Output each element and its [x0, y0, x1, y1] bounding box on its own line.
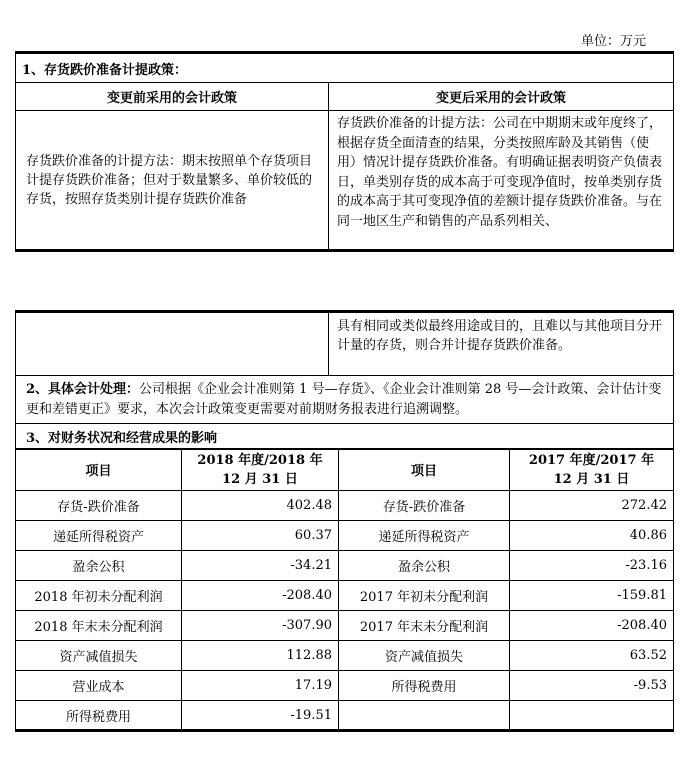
cell-item-2017: 所得税费用 — [339, 671, 510, 701]
cell-value-2018: 60.37 — [182, 521, 339, 551]
unit-label: 单位：万元 — [580, 34, 646, 49]
cell-value-2018: -34.21 — [182, 551, 339, 581]
section2-text: 公司根据《企业会计准则第 1 号—存货》、《企业会计准则第 28 号—会计政策、会计估计变更和差错更正》要求，本次会计政策变更需要对前期财务报表进行追溯调整。 — [26, 381, 662, 417]
impact-table — [15, 448, 674, 732]
table-row — [16, 671, 674, 701]
policy-table — [15, 51, 674, 252]
cell-item-2018: 盈余公积 — [16, 551, 182, 581]
table-row — [16, 551, 674, 581]
cell-item-2018: 所得税费用 — [16, 701, 182, 731]
cell-value-2017: -159.81 — [510, 581, 674, 611]
header-value-2018: 2018 年度/2018 年 12 月 31 日 — [182, 449, 339, 491]
cell-item-2017: 存货-跌价准备 — [339, 491, 510, 521]
cell-value-2017: 40.86 — [510, 521, 674, 551]
cell-item-2017: 盈余公积 — [339, 551, 510, 581]
cell-value-2017: -208.40 — [510, 611, 674, 641]
col-after-header: 变更后采用的会计政策 — [329, 83, 674, 111]
table-row — [16, 581, 674, 611]
cell-item-2018: 营业成本 — [16, 671, 182, 701]
section3-title: 3、对财务状况和经营成果的影响 — [16, 424, 674, 450]
cell-value-2018: -307.90 — [182, 611, 339, 641]
col-before-header: 变更前采用的会计政策 — [16, 83, 329, 111]
section2-block — [16, 376, 674, 424]
cell-item-2018: 递延所得税资产 — [16, 521, 182, 551]
after-policy-text-part1: 存货跌价准备的计提方法：公司在中期期末或年度终了，根据存货全面清查的结果，分类按照库龄及其销售（使用）情况计提存货跌价准备。有明确证据表明资产负债表日，单类别存货的成本高于可变现净值时，按单类别存货的成本高于其可变现净值的差额计提存货跌价准备。与在同一地区生产和销售的产品系列相关、 — [329, 111, 674, 251]
table-row — [16, 701, 674, 731]
cell-value-2018: -19.51 — [182, 701, 339, 731]
cell-item-2018: 资产减值损失 — [16, 641, 182, 671]
cell-item-2017: 2017 年末未分配利润 — [339, 611, 510, 641]
header-item-2018: 项目 — [16, 449, 182, 491]
table-row — [16, 641, 674, 671]
after-policy-text-part2: 具有相同或类似最终用途或目的，且难以与其他项目分开计量的存货，则合并计提存货跌价准备。 — [329, 312, 674, 376]
before-policy-empty — [16, 312, 329, 376]
cell-item-2018: 存货-跌价准备 — [16, 491, 182, 521]
cell-value-2017: 272.42 — [510, 491, 674, 521]
cell-value-2017: -23.16 — [510, 551, 674, 581]
cell-value-2017 — [510, 701, 674, 731]
section1-title: 1、存货跌价准备计提政策： — [16, 53, 674, 83]
cell-item-2017 — [339, 701, 510, 731]
table-row — [16, 521, 674, 551]
cell-value-2018: 402.48 — [182, 491, 339, 521]
cell-item-2018: 2018 年末未分配利润 — [16, 611, 182, 641]
cell-item-2017: 2017 年初未分配利润 — [339, 581, 510, 611]
cell-item-2017: 递延所得税资产 — [339, 521, 510, 551]
header-value-2017: 2017 年度/2017 年 12 月 31 日 — [510, 449, 674, 491]
header-item-2017: 项目 — [339, 449, 510, 491]
cell-value-2018: 112.88 — [182, 641, 339, 671]
cell-item-2017: 资产减值损失 — [339, 641, 510, 671]
cell-value-2018: -208.40 — [182, 581, 339, 611]
policy-table-continued — [15, 310, 674, 450]
cell-value-2018: 17.19 — [182, 671, 339, 701]
cell-value-2017: 63.52 — [510, 641, 674, 671]
table-row — [16, 611, 674, 641]
cell-value-2017: -9.53 — [510, 671, 674, 701]
before-policy-text: 存货跌价准备的计提方法：期末按照单个存货项目计提存货跌价准备；但对于数量繁多、单价较低的存货，按照存货类别计提存货跌价准备 — [16, 111, 329, 251]
cell-item-2018: 2018 年初未分配利润 — [16, 581, 182, 611]
table-row — [16, 491, 674, 521]
section2-title: 2、具体会计处理： — [26, 381, 140, 397]
